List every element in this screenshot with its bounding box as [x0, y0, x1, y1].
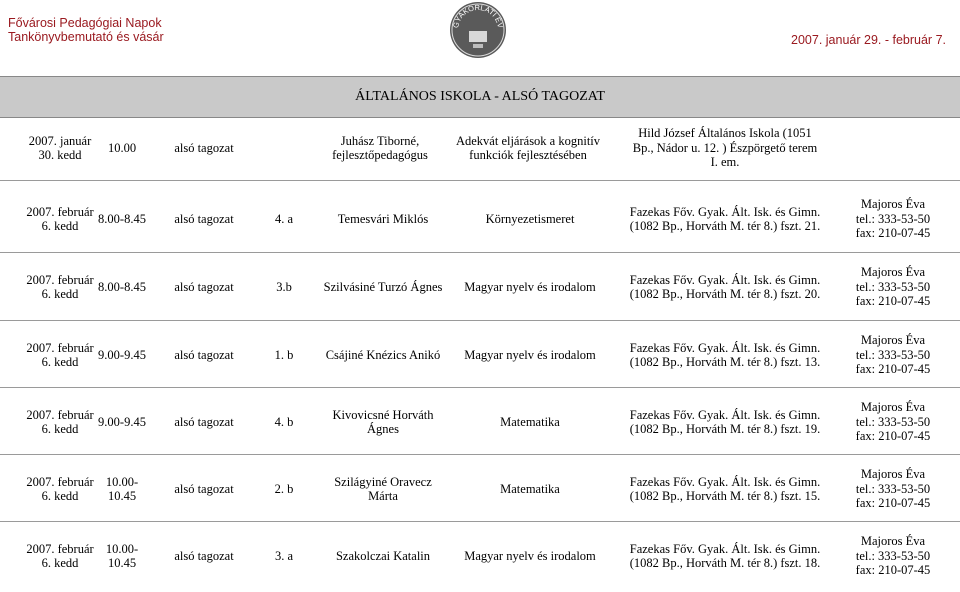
- contact-line: fax: 210-07-45: [855, 429, 931, 444]
- session-subject: Magyar nyelv és irodalom: [464, 548, 596, 563]
- session-presenter: Szakolczai Katalin: [335, 548, 431, 563]
- venue-line: (1082 Bp., Horváth M. tér 8.) fszt. 19.: [629, 422, 821, 436]
- session-contact: [838, 391, 948, 453]
- logo-text: GYAKORLATI ÉV: [451, 2, 505, 29]
- contact-line: fax: 210-07-45: [855, 294, 931, 309]
- session-grade: 1. b: [274, 347, 294, 362]
- session-time: 10.00: [107, 140, 137, 155]
- row-divider: [0, 387, 960, 388]
- session-presenter: Temesvári Miklós: [337, 211, 429, 226]
- venue-line: Fazekas Főv. Gyak. Ált. Isk. és Gimn.: [629, 541, 821, 556]
- session-level: alsó tagozat: [174, 279, 234, 294]
- session-presenter: Juhász Tiborné, fejlesztőpedagógus: [332, 133, 428, 162]
- session-date: 2007. január 30. kedd: [28, 133, 92, 162]
- session-level: alsó tagozat: [174, 211, 234, 226]
- row-divider: [0, 320, 960, 321]
- contact-line: tel.: 333-53-50: [855, 211, 931, 226]
- session-time: 10.00- 10.45: [105, 541, 139, 570]
- contact-line: tel.: 333-53-50: [855, 481, 931, 496]
- session-venue: [610, 256, 840, 318]
- venue-line: (1082 Bp., Horváth M. tér 8.) fszt. 18.: [629, 556, 821, 570]
- session-date: 2007. február 6. kedd: [26, 541, 94, 570]
- session-level: alsó tagozat: [174, 414, 234, 429]
- session-venue: [610, 525, 840, 587]
- session-date: 2007. február 6. kedd: [26, 474, 94, 503]
- contact-line: Majoros Éva: [860, 467, 926, 482]
- contact-line: tel.: 333-53-50: [855, 414, 931, 429]
- session-date: 2007. február 6. kedd: [26, 204, 94, 233]
- contact-line: Majoros Éva: [860, 197, 926, 212]
- contact-line: fax: 210-07-45: [855, 226, 931, 241]
- session-subject: Magyar nyelv és irodalom: [464, 347, 596, 362]
- section-title: [0, 76, 960, 118]
- session-venue: Hild József Általános Iskola (1051 Bp., Nádor u. 12. ) Észpörgető terem I. em.: [632, 126, 818, 170]
- session-subject: Matematika: [500, 481, 560, 496]
- venue-line: Fazekas Főv. Gyak. Ált. Isk. és Gimn.: [629, 474, 821, 489]
- session-presenter: Szilágyiné Oravecz Márta: [334, 474, 432, 503]
- session-presenter: Szilvásiné Turzó Ágnes: [323, 279, 443, 294]
- venue-line: Fazekas Főv. Gyak. Ált. Isk. és Gimn.: [629, 407, 821, 422]
- venue-line: (1082 Bp., Horváth M. tér 8.) fszt. 20.: [629, 287, 821, 301]
- venue-line: (1082 Bp., Horváth M. tér 8.) fszt. 13.: [629, 355, 821, 369]
- session-subject: Környezetismeret: [485, 211, 575, 226]
- event-date-range: 2007. január 29. - február 7.: [791, 33, 946, 47]
- contact-line: tel.: 333-53-50: [855, 347, 931, 362]
- session-level: alsó tagozat: [174, 140, 234, 155]
- session-grade: 4. b: [274, 414, 294, 429]
- session-level: alsó tagozat: [174, 481, 234, 496]
- contact-line: fax: 210-07-45: [855, 362, 931, 377]
- session-date: 2007. február 6. kedd: [26, 407, 94, 436]
- session-grade: 3. a: [274, 548, 294, 563]
- session-time: 8.00-8.45: [98, 279, 146, 294]
- venue-line: (1082 Bp., Horváth M. tér 8.) fszt. 21.: [629, 219, 821, 233]
- session-venue: [610, 324, 840, 386]
- contact-line: Majoros Éva: [860, 265, 926, 280]
- venue-line: Fazekas Főv. Gyak. Ált. Isk. és Gimn.: [629, 340, 821, 355]
- venue-line: (1082 Bp., Horváth M. tér 8.) fszt. 15.: [629, 489, 821, 503]
- session-presenter: Csájiné Knézics Anikó: [325, 347, 441, 362]
- organizer-header: [8, 16, 164, 44]
- session-topic: Adekvát eljárások a kognitív funkciók fejlesztésében: [455, 133, 601, 162]
- session-venue: [610, 458, 840, 520]
- session-contact: [838, 458, 948, 520]
- session-date: 2007. február 6. kedd: [26, 272, 94, 301]
- contact-line: fax: 210-07-45: [855, 563, 931, 578]
- event-logo: [448, 0, 508, 60]
- session-grade: 3.b: [276, 279, 292, 294]
- contact-line: tel.: 333-53-50: [855, 548, 931, 563]
- session-contact: [838, 188, 948, 250]
- session-time: 8.00-8.45: [98, 211, 146, 226]
- contact-line: tel.: 333-53-50: [855, 279, 931, 294]
- session-date: 2007. február 6. kedd: [26, 340, 94, 369]
- session-time: 10.00- 10.45: [105, 474, 139, 503]
- row-divider: [0, 454, 960, 455]
- session-presenter: Kivovicsné Horváth Ágnes: [332, 407, 434, 436]
- session-time: 9.00-9.45: [98, 414, 146, 429]
- session-venue: [610, 188, 840, 250]
- row-divider: [0, 252, 960, 253]
- venue-line: Fazekas Főv. Gyak. Ált. Isk. és Gimn.: [629, 204, 821, 219]
- session-contact: [838, 525, 948, 587]
- session-contact: [838, 256, 948, 318]
- row-divider: [0, 521, 960, 522]
- org-line-2: Tankönyvbemutató és vásár: [8, 30, 164, 44]
- contact-line: Majoros Éva: [860, 400, 926, 415]
- session-grade: 2. b: [274, 481, 294, 496]
- session-level: alsó tagozat: [174, 347, 234, 362]
- contact-line: Majoros Éva: [860, 333, 926, 348]
- session-subject: Matematika: [500, 414, 560, 429]
- contact-line: Majoros Éva: [860, 534, 926, 549]
- row-divider: [0, 180, 960, 181]
- session-venue: [610, 391, 840, 453]
- session-grade: 4. a: [274, 211, 294, 226]
- session-level: alsó tagozat: [174, 548, 234, 563]
- session-contact: [838, 324, 948, 386]
- org-line-1: Fővárosi Pedagógiai Napok: [8, 16, 162, 30]
- venue-line: Fazekas Főv. Gyak. Ált. Isk. és Gimn.: [629, 272, 821, 287]
- session-subject: Magyar nyelv és irodalom: [464, 279, 596, 294]
- section-title-text: ÁLTALÁNOS ISKOLA - ALSÓ TAGOZAT: [355, 89, 605, 104]
- contact-line: fax: 210-07-45: [855, 496, 931, 511]
- session-time: 9.00-9.45: [98, 347, 146, 362]
